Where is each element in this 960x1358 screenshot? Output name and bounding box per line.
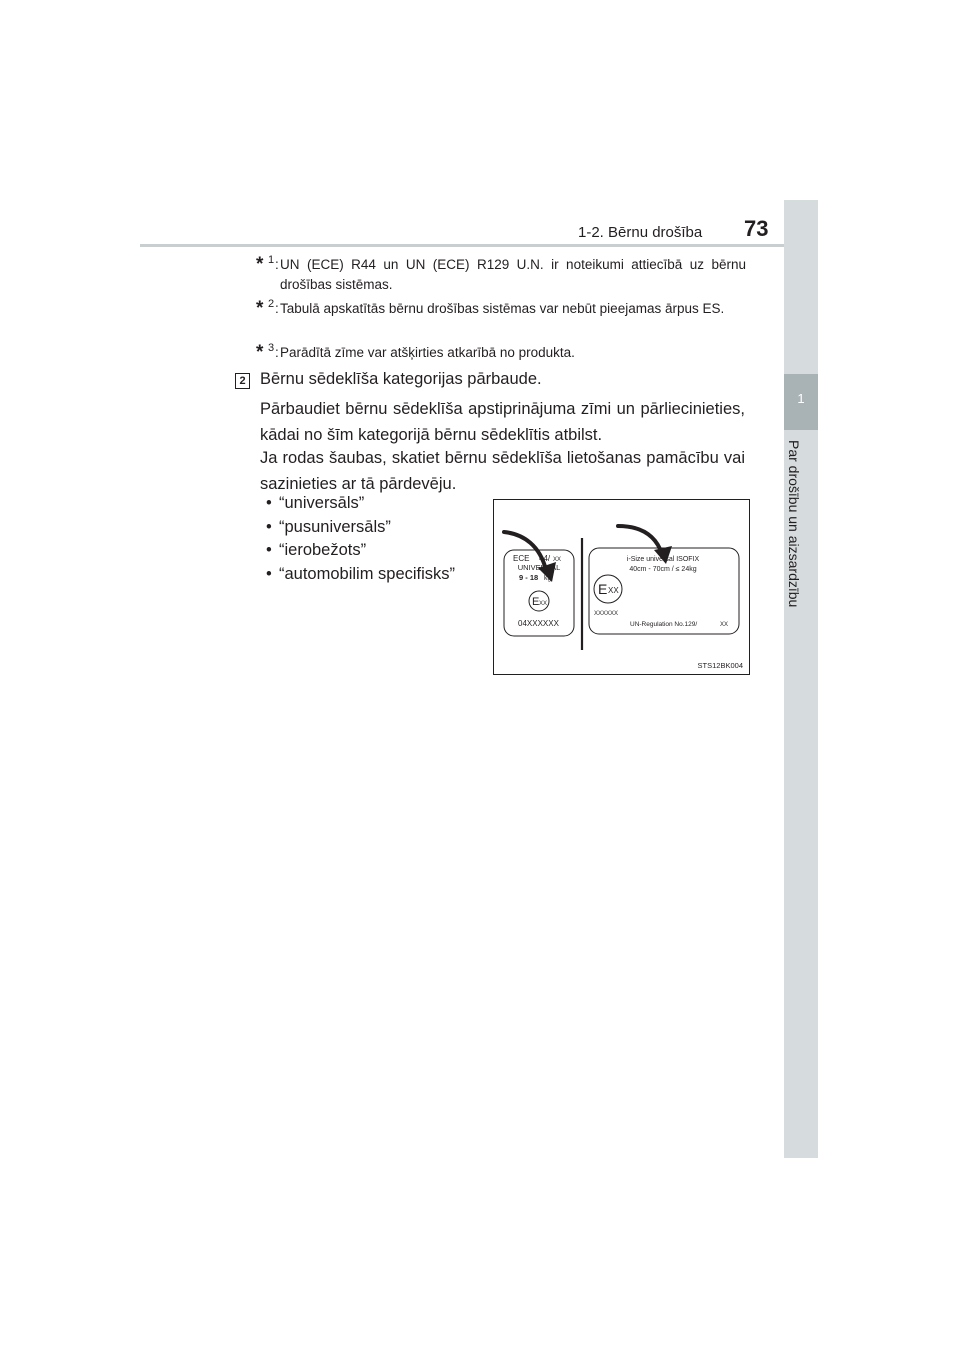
r44-ece-text: ECE	[513, 554, 530, 563]
footnote-colon: :	[275, 301, 279, 316]
r44-weight-unit: kg	[544, 575, 552, 582]
r129-e-mark: E	[598, 581, 608, 597]
chapter-number: 1	[797, 391, 805, 406]
step-paragraph-1: Pārbaudiet bērnu sēdeklīša apstiprinājuma zīmi un pārliecinieties, kādai no šīm kategorijā bērnu sēdeklītis atbilst.	[260, 400, 745, 444]
r129-isize-text: i-Size universal ISOFIX	[626, 556, 700, 563]
approval-mark-figure	[493, 499, 750, 675]
r44-e-mark: E	[532, 596, 540, 608]
list-item-text: “pusuniversāls”	[279, 517, 391, 536]
list-item-text: “ierobežots”	[279, 541, 367, 559]
r44-universal-text: UNIVERSAL	[517, 563, 561, 572]
footnote-text: Tabulā apskatītās bērnu drošības sistēmas var nebūt pieejamas ārpus ES.	[280, 301, 725, 316]
footnote-3	[256, 343, 746, 363]
figure-code: STS12BK004	[697, 661, 743, 670]
footnote-colon: :	[275, 345, 279, 360]
list-item-text: “automobilim specifisks”	[279, 564, 456, 583]
footnote-colon: :	[275, 257, 279, 272]
r44-weight-range: 9 - 18	[519, 573, 539, 582]
list-item-text: “universāls”	[279, 494, 365, 512]
r129-regulation-text: UN-Regulation No.129/	[630, 621, 698, 628]
footnote-text: UN (ECE) R44 un UN (ECE) R129 U.N. ir noteikumi attiecībā uz bērnu drošības sistēmas.	[280, 257, 746, 292]
chapter-title: Par drošību un aizsardzību	[786, 440, 802, 608]
step-heading: Bērnu sēdeklīša kategorijas pārbaude.	[260, 370, 542, 388]
bullet-dot: •	[266, 541, 272, 559]
footnote-asterisk: *	[256, 254, 264, 275]
step-paragraph-2: Ja rodas šaubas, skatiet bērnu sēdeklīša lietošanas pamācību vai sazinieties ar tā pārdevēju.	[260, 449, 745, 493]
footnote-asterisk: *	[256, 298, 264, 319]
step-number-badge: 2	[235, 373, 250, 389]
bullet-dot: •	[266, 564, 272, 583]
bullet-dot: •	[266, 517, 272, 536]
section-title: 1-2. Bērnu drošība	[578, 224, 703, 241]
list-item	[266, 492, 455, 516]
r129-size-range: 40cm - 70cm / ≤ 24kg	[629, 566, 697, 573]
chapter-side-tab	[784, 200, 818, 1158]
approval-mark-illustration	[494, 500, 749, 674]
list-item	[266, 516, 455, 540]
footnote-1	[256, 255, 746, 295]
bullet-dot: •	[266, 494, 272, 512]
category-list	[266, 492, 455, 586]
r44-number-text: 44/	[539, 554, 551, 563]
r129-serial: XXXXXX	[594, 611, 619, 617]
page-number: 73	[744, 216, 769, 241]
footnote-number: 1	[268, 254, 275, 266]
footnote-number: 3	[268, 342, 275, 354]
r129-regulation-version: XX	[720, 622, 729, 628]
footnote-asterisk: *	[256, 342, 264, 363]
footnote-text: Parādītā zīme var atšķirties atkarībā no produkta.	[280, 345, 575, 360]
r44-serial: 04XXXXXX	[518, 619, 559, 628]
footnote-number: 2	[268, 298, 275, 310]
header-divider	[140, 244, 818, 247]
r44-e-mark-country: XX	[539, 601, 548, 607]
r129-e-mark-country: XX	[608, 586, 619, 595]
list-item	[266, 539, 455, 563]
footnote-2	[256, 299, 746, 319]
list-item	[266, 563, 455, 587]
r44-version-text: XX	[553, 557, 562, 563]
